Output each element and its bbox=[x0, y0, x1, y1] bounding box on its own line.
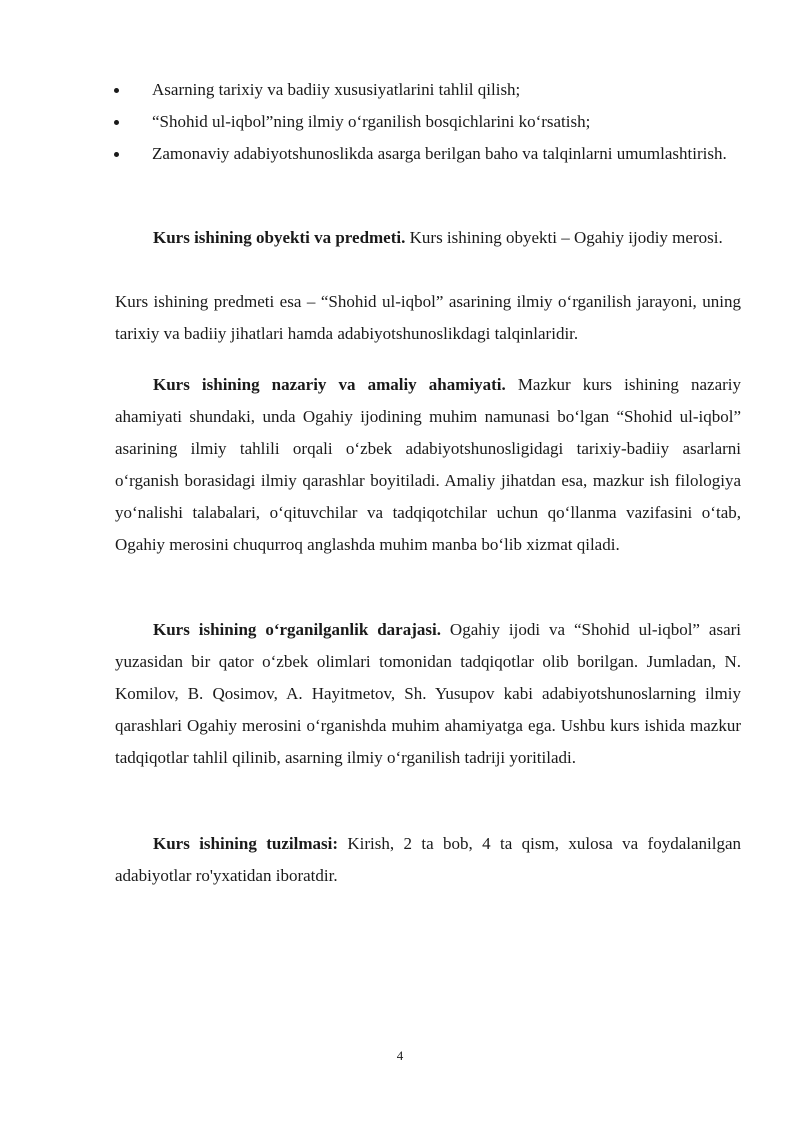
paragraph-text: Ogahiy ijodi va “Shohid ul-iqbol” asari yuzasidan bir qator o‘zbek olimlari tomonidan tadqiqotlar olib borilgan. Jumladan, N. Komilov, B. Qosimov, A. Hayitmetov, Sh. Yusupov kabi adabiyotshunoslarning ilmiy qarashlari Ogahiy merosini o‘rganishda muhim ahamiyatga ega. Ushbu kurs ishida mazkur tadqiqotlar tahlil qilinib, asarning ilmiy o‘rganilish tadriji yoritiladi. bbox=[115, 620, 741, 767]
bullet-list bbox=[0, 74, 800, 170]
paragraph-daraja bbox=[115, 614, 741, 774]
paragraph-text: Kurs ishining predmeti esa – “Shohid ul-iqbol” asarining ilmiy o‘rganilish jarayoni, uning tarixiy va badiiy jihatlari hamda adabiyotshunoslikdagi talqinlaridir. bbox=[115, 292, 741, 343]
page-number: 4 bbox=[396, 1048, 404, 1063]
paragraph-text: Kurs ishining obyekti – Ogahiy ijodiy merosi. bbox=[405, 228, 723, 247]
paragraph-obyekt bbox=[115, 222, 741, 254]
paragraph-heading: Kurs ishining nazariy va amaliy ahamiyati. bbox=[153, 375, 506, 394]
paragraph-text: Kirish, 2 ta bob, 4 ta qism, xulosa va foydalanilgan adabiyotlar ro'yxatidan iboratdir. bbox=[115, 834, 741, 885]
paragraph-tuzilma bbox=[115, 828, 741, 892]
paragraph-text: Mazkur kurs ishining nazariy ahamiyati shundaki, unda Ogahiy ijodining muhim namunasi bo‘lgan “Shohid ul-iqbol” asarining ilmiy tahlili orqali o‘zbek adabiyotshunosligidagi tarixiy-badiiy asarlarni o‘rganish borasidagi ilmiy qarashlar boyitiladi. Amaliy jihatdan esa, mazkur ish filologiya yo‘nalishi talabalari, o‘qituvchilar va tadqiqotchilar uchun qo‘llanma vazifasini o‘tab, Ogahiy merosini chuqurroq anglashda muhim manba bo‘lib xizmat qiladi. bbox=[115, 375, 741, 554]
list-item-text: Asarning tarixiy va badiiy xususiyatlarini tahlil qilish; bbox=[152, 80, 521, 99]
paragraph-ahamiyat bbox=[115, 369, 741, 561]
list-item bbox=[0, 138, 800, 170]
bullet-icon bbox=[114, 88, 119, 93]
list-item bbox=[0, 74, 800, 106]
list-item-text: Zamonaviy adabiyotshunoslikda asarga berilgan baho va talqinlarni umumlashtirish. bbox=[152, 144, 727, 163]
paragraph-heading: Kurs ishining obyekti va predmeti. bbox=[153, 228, 406, 247]
list-item bbox=[0, 106, 800, 138]
paragraph-heading: Kurs ishining tuzilmasi: bbox=[153, 834, 339, 853]
bullet-icon bbox=[114, 152, 119, 157]
bullet-icon bbox=[114, 120, 119, 125]
paragraph-heading: Kurs ishining o‘rganilganlik darajasi. bbox=[153, 620, 441, 639]
list-item-text: “Shohid ul-iqbol”ning ilmiy o‘rganilish bosqichlarini ko‘rsatish; bbox=[152, 112, 591, 131]
paragraph-predmet bbox=[115, 286, 741, 350]
